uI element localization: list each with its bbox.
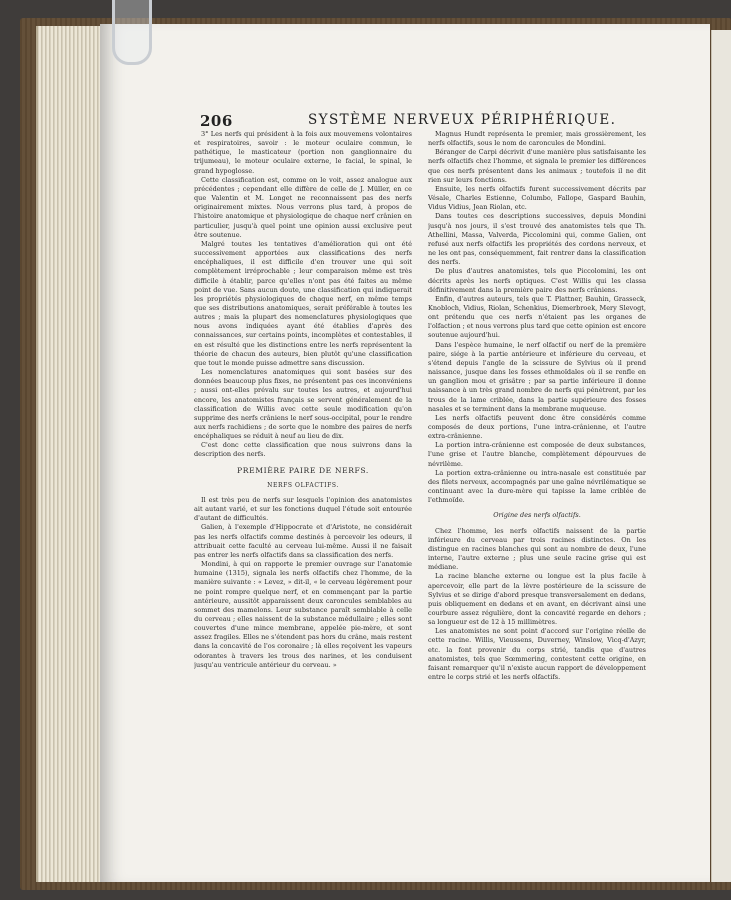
paragraph: Béranger de Carpi décrivit d'une manière plus satisfaisante les nerfs olfactifs chez l'homme, et signala le premier les différences que ces nerfs présentent dans les animaux ; toutefois il ne dit rien sur leurs fonctions. xyxy=(428,148,646,184)
section-heading: Origine des nerfs olfactifs. xyxy=(493,511,581,520)
paragraph: Les nerfs olfactifs peuvent donc être considérés comme composés de deux portions, l'une intra-crânienne, et l'autre extra-crânienne. xyxy=(428,413,646,441)
paragraph: La portion extra-crânienne ou intra-nasale est constituée par des filets nerveux, accompagnés par une gaîne névrilématique se continuant avec la dure-mère qui tapisse la lame criblée de l'ethmoïde. xyxy=(428,468,646,505)
paragraph: Galien, à l'exemple d'Hippocrate et d'Aristote, ne considérait pas les nerfs olfactifs comme destinés à percevoir les odeurs, il attribuait cette faculté au cerveau lui-même. Aussi il ne faisait pas entrer les nerfs olfactifs dans sa classification des nerfs. xyxy=(194,523,412,559)
paragraph: Dans l'espèce humaine, le nerf olfactif ou nerf de la première paire, siége à la partie antérieure et inférieure du cerveau, et s'étend depuis l'angle de la scissure de Sylvius où il prend naissance, jusque dans les fosses ethmoïdales où il se renfle en un ganglion mou et grisâtre ; par sa partie inférieure il donne naissance à un très grand nombre de nerfs qui pénètrent, par les trous de la lame criblée, dans la partie supérieure des fosses nasales et se terminent dans la membrane muqueuse. xyxy=(428,340,646,413)
paragraph: Chez l'homme, les nerfs olfactifs naissent de la partie inférieure du cerveau par trois racines distinctes. On les distingue en racines blanches qui sont au nombre de deux, l'une interne, l'autre externe ; plus une seule racine grise qui est médiane. xyxy=(428,526,646,572)
paragraph: Malgré toutes les tentatives d'amélioration qui ont été successivement apportées aux classifications des nerfs encéphaliques, il est difficile d'en trouver une qui soit complètement irréprochable ; leur comparaison même est très difficile à établir, parce qu'elles n'ont pas été faites au même point de vue. Sans aucun doute, une classification qui indiquerait les propriétés physiologiques de chaque nerf, en même temps que ses distributions anatomiques, serait préférable à toutes les autres ; mais la plupart des nomenclatures physiologiques que nous avons indiquées ayant été établies d'après des connaissances, sur certains points, incomplètes et contestables, il en est résulté que les distinctions entre les nerfs représentent la théorie de chacun des auteurs, bien plutôt qu'une classification que tout le monde puisse admettre sans discussion. xyxy=(194,239,412,367)
facing-page-edge xyxy=(711,30,731,882)
paragraph: Cette classification est, comme on le voit, assez analogue aux précédentes ; cependant elle diffère de celle de J. Müller, en ce que Valentin et M. Longet ne reconnaissent pas des nerfs originairement mixtes. Nous verrons plus tard, à propos de l'histoire anatomique et physiologique de chaque nerf crânien en particulier, jusqu'à quel point une opinion aussi exclusive peut être soutenue. xyxy=(194,175,412,239)
paragraph: Mondini, à qui on rapporte le premier ouvrage sur l'anatomie humaine (1315), signala les nerfs olfactifs chez l'homme, de la manière suivante : « Levez, » dit-il, « le cerveau légèrement pour ne point rompre quelque nerf, et en commençant par la partie antérieure, aussitôt apparaissent deux caroncules semblables au sommet des mamelons. Leur substance paraît semblable à celle du cerveau ; elles naissent de la substance médullaire ; elles sont couvertes d'une mince membrane, appelée pie-mère, et sont assez fragiles. Elles ne s'étendent pas hors du crâne, mais restent dans la concavité de l'os coronaire ; là elles reçoivent les vapeurs odorantes à travers les trous des narines, et les conduisent jusqu'au ventricule antérieur du cerveau. » xyxy=(194,560,412,669)
paragraph: Enfin, d'autres auteurs, tels que T. Plattner, Bauhin, Grasseck, Knobloch, Vidius, Riolan, Schenkius, Diemerbroek, Mery Slevogt, ont prétendu que ces nerfs n'étaient pas les organes de l'olfaction ; et nous verrons plus tard que cette opinion est encore soutenue aujourd'hui. xyxy=(428,294,646,340)
paragraph: C'est donc cette classification que nous suivrons dans la description des nerfs. xyxy=(194,441,412,459)
paragraph: De plus d'autres anatomistes, tels que Piccolomini, les ont décrits après les nerfs optiques. C'est Willis qui les classa définitivement dans la première paire des nerfs crâniens. xyxy=(428,267,646,294)
right-column xyxy=(428,130,646,770)
paragraph: Il est très peu de nerfs sur lesquels l'opinion des anatomistes ait autant varié, et sur les fonctions duquel l'étude soit entourée d'autant de difficultés. xyxy=(194,495,412,523)
paper-clip-icon xyxy=(112,0,152,65)
paragraph: Dans toutes ces descriptions successives, depuis Mondini jusqu'à nos jours, il s'est trouvé des anatomistes tels que Th. Athellini, Massa, Valverda, Piccolomini qui, comme Galien, ont refusé aux nerfs olfactifs les propriétés des cordons nerveux, et ne les ont pas, conséquemment, fait rentrer dans la classification des nerfs. xyxy=(428,212,646,267)
page-number: 206 xyxy=(200,112,233,130)
paragraph: La racine blanche externe ou longue est la plus facile à apercevoir, elle part de la lèvre postérieure de la scissure de Sylvius et se dirige d'abord presque transversalement en dedans, puis obliquement en dedans et en avant, en décrivant ainsi une courbure assez régulière, dont la concavité regarde en dehors ; sa longueur est de 12 à 15 millimètres. xyxy=(428,572,646,627)
paragraph: Ensuite, les nerfs olfactifs furent successivement décrits par Vésale, Charles Estienne, Columbo, Fallope, Gaspard Bauhin, Vidus Vidius, Jean Riolan, etc. xyxy=(428,184,646,212)
paragraph: Les anatomistes ne sont point d'accord sur l'origine réelle de cette racine. Willis, Vieussens, Duverney, Winslow, Vicq-d'Azyr, etc. la font provenir du corps strié, tandis que d'autres anatomistes, tels que Sœmmering, contestent cette origine, en faisant remarquer qu'il n'existe aucun rapport de développement entre le corps strié et les nerfs olfactifs. xyxy=(428,627,646,682)
paragraph: Les nomenclatures anatomiques qui sont basées sur des données beaucoup plus fixes, ne présentent pas ces inconvéniens ; aussi ont-elles prévalu sur toutes les autres, et aujourd'hui encore, les anatomistes français se servent généralement de la classification de Willis avec cette seule modification qu'on supprime des nerfs crâniens le nerf sous-occipital, pour le rendre aux nerfs rachidiens ; de sorte que le nombre des paires de nerfs encéphaliques se réduit à neuf au lieu de dix. xyxy=(194,368,412,441)
paragraph: La portion intra-crânienne est composée de deux substances, l'une grise et l'autre blanche, complètement dépourvues de névrilème. xyxy=(428,441,646,468)
paragraph: 3° Les nerfs qui président à la fois aux mouvemens volontaires et respiratoires, savoir : le moteur oculaire commun, le pathétique, le masticateur (portion non ganglionnaire du trijumeau), le moteur oculaire externe, le facial, le spinal, le grand hypoglosse. xyxy=(194,130,412,175)
page-edges xyxy=(36,26,104,882)
paragraph: Magnus Hundt représenta le premier, mais grossièrement, les nerfs olfactifs, sous le nom de caroncules de Mondini. xyxy=(428,130,646,148)
section-heading: PREMIÈRE PAIRE DE NERFS. xyxy=(237,465,369,475)
section-heading: NERFS OLFACTIFS. xyxy=(267,481,339,489)
page-header xyxy=(200,112,690,132)
running-title: SYSTÈME NERVEUX PÉRIPHÉRIQUE. xyxy=(308,112,617,128)
left-column xyxy=(194,130,412,770)
